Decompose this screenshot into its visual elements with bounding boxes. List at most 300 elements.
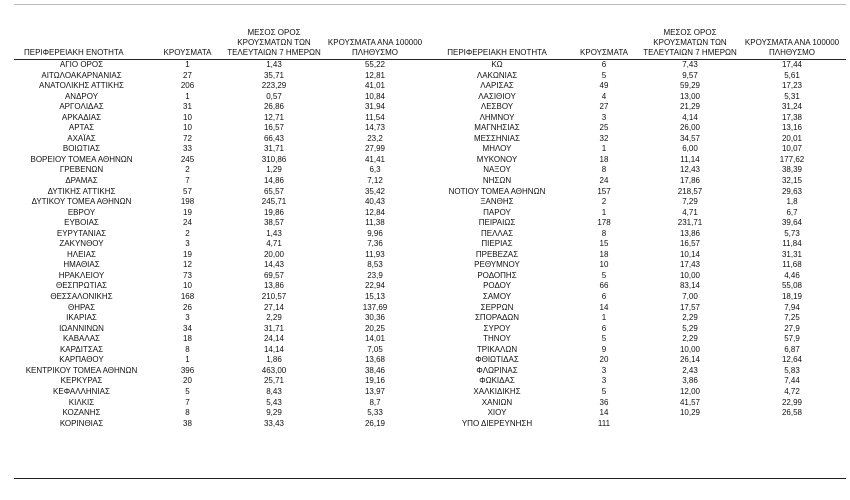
- right-avg7-cell: 17,43: [679, 260, 701, 270]
- right-per100k-cell: [738, 419, 846, 431]
- left-cases-cell: 7: [185, 397, 190, 407]
- left-avg7-cell: 5,43: [266, 397, 282, 407]
- left-cases-cell: 18: [183, 334, 192, 344]
- right-region-cell: ΛΗΜΝΟΥ: [479, 112, 515, 122]
- left-avg7-cell: 210,57: [261, 292, 287, 302]
- right-per100k-cell: 32,15: [781, 176, 803, 186]
- right-avg7-cell: 13,86: [679, 228, 701, 238]
- right-cases-cell: 5: [601, 334, 607, 344]
- right-avg7-cell: 4,14: [682, 112, 698, 122]
- left-per100k-cell: 11,38: [365, 218, 385, 228]
- left-cases-cell: 8: [185, 408, 190, 418]
- left-cases-cell: 10: [183, 112, 192, 122]
- left-avg7-cell: 35,71: [263, 70, 285, 80]
- left-avg7-cell: 14,14: [263, 344, 285, 354]
- left-per100k-cell: 8,53: [367, 260, 383, 270]
- header-region-left: ΠΕΡΙΦΕΡΕΙΑΚΗ ΕΝΟΤΗΤΑ: [14, 4, 149, 60]
- right-cases-cell: 8: [601, 228, 607, 238]
- left-cases-cell: 2: [185, 165, 190, 175]
- left-region-cell: ΚΑΡΠΑΘΟΥ: [59, 355, 104, 365]
- table-row: [14, 239, 846, 250]
- left-cases-cell: 27: [183, 70, 192, 80]
- right-cases-cell: 49: [599, 81, 609, 91]
- left-region-cell: ΚΕΦΑΛΛΗΝΙΑΣ: [53, 386, 110, 396]
- table-row: [14, 313, 846, 324]
- left-per100k-cell: 14,73: [364, 123, 386, 133]
- left-region-cell: ΑΡΤΑΣ: [68, 123, 95, 133]
- header-per100k-left: ΚΡΟΥΣΜΑΤΑ ΑΝΑ 100000 ΠΛΗΘΥΣΜΟ: [322, 4, 428, 60]
- left-per100k-cell: 137,69: [362, 302, 388, 312]
- right-avg7-cell: 2,29: [682, 334, 698, 344]
- right-avg7-cell: 10,14: [679, 249, 701, 259]
- left-cases-cell: 20: [183, 376, 192, 386]
- left-per100k-cell: 30,36: [364, 313, 386, 323]
- left-region-cell: ΑΧΑΪΑΣ: [67, 133, 96, 143]
- right-avg7-cell: 17,57: [679, 302, 701, 312]
- left-cases-cell: 3: [185, 239, 190, 249]
- left-per100k-cell: 26,19: [364, 418, 386, 428]
- left-avg7-cell: 12,71: [263, 112, 285, 122]
- left-region-cell: ΗΡΑΚΛΕΙΟΥ: [58, 270, 105, 280]
- right-per100k-cell: 31,24: [781, 102, 803, 112]
- left-per100k-cell: 27,99: [364, 144, 386, 154]
- table-row: [14, 60, 846, 71]
- right-avg7-cell: 7,43: [682, 60, 698, 69]
- right-cases-cell: 4: [601, 91, 607, 101]
- right-per100k-cell: 5,73: [784, 228, 800, 238]
- right-region-cell: ΦΘΙΩΤΙΔΑΣ: [475, 355, 519, 365]
- left-cases-cell: 5: [185, 386, 190, 396]
- left-avg7-cell: 26,86: [263, 102, 285, 112]
- left-region-cell: ΒΟΙΩΤΙΑΣ: [62, 144, 101, 154]
- left-per100k-cell: 20,25: [364, 323, 386, 333]
- right-region-cell: ΦΩΚΙΔΑΣ: [479, 376, 515, 386]
- table-row: [14, 218, 846, 229]
- left-cases-cell: 8: [185, 344, 190, 354]
- right-cases-cell: 1: [601, 144, 607, 154]
- left-avg7-cell: 65,57: [263, 186, 285, 196]
- left-cases-cell: 19: [183, 249, 192, 259]
- left-avg7-cell: 13,86: [263, 281, 285, 291]
- left-region-cell: ΕΒΡΟΥ: [67, 207, 96, 217]
- right-avg7-cell: 2,29: [682, 313, 698, 323]
- left-per100k-cell: 7,05: [367, 344, 383, 354]
- left-region-cell: ΘΕΣΠΡΩΤΙΑΣ: [56, 281, 107, 291]
- left-region-cell: ΙΩΑΝΝΙΝΩΝ: [59, 323, 104, 333]
- table-row: [14, 134, 846, 145]
- left-cases-cell: 10: [183, 123, 192, 133]
- right-cases-cell: 3: [601, 112, 607, 122]
- left-avg7-cell: 8,43: [266, 386, 282, 396]
- left-cases-cell: 38: [183, 418, 192, 428]
- right-avg7-cell: 10,00: [679, 344, 701, 354]
- left-region-cell: ΖΑΚΥΝΘΟΥ: [59, 239, 104, 249]
- right-per100k-cell: 4,46: [784, 270, 800, 280]
- right-per100k-cell: 29,63: [781, 186, 803, 196]
- header-avg7-left: ΜΕΣΟΣ ΟΡΟΣ ΚΡΟΥΣΜΑΤΩΝ ΤΩΝ ΤΕΛΕΥΤΑΙΩΝ 7 ΗΜΕΡΩΝ: [226, 4, 322, 60]
- left-per100k-cell: 10,84: [364, 91, 386, 101]
- right-region-cell: ΣΕΡΡΩΝ: [480, 302, 514, 312]
- right-per100k-cell: 6,7: [786, 207, 798, 217]
- right-region-cell: ΜΑΓΝΗΣΙΑΣ: [474, 123, 520, 133]
- left-cases-cell: 24: [183, 218, 192, 228]
- header-avg7-right: ΜΕΣΟΣ ΟΡΟΣ ΚΡΟΥΣΜΑΤΩΝ ΤΩΝ ΤΕΛΕΥΤΑΙΩΝ 7 ΗΜΕΡΩΝ: [642, 4, 738, 60]
- right-region-cell: ΣΑΜΟΥ: [482, 292, 512, 302]
- right-per100k-cell: 17,38: [781, 112, 803, 122]
- right-region-cell: ΜΕΣΣΗΝΙΑΣ: [474, 133, 520, 143]
- left-per100k-cell: 13,97: [364, 386, 386, 396]
- regional-cases-table: [14, 4, 846, 430]
- left-per100k-cell: 22,94: [364, 281, 386, 291]
- right-region-cell: ΞΑΝΘΗΣ: [480, 197, 514, 207]
- right-avg7-cell: [642, 419, 738, 431]
- table-row: [14, 345, 846, 356]
- right-cases-cell: 18: [599, 154, 609, 164]
- left-per100k-cell: 5,33: [367, 408, 383, 418]
- right-avg7-cell: 218,57: [677, 186, 703, 196]
- right-region-cell: ΡΟΔΟΥ: [483, 281, 511, 291]
- right-per100k-cell: 10,07: [781, 144, 803, 154]
- left-avg7-cell: 19,86: [263, 207, 285, 217]
- right-per100k-cell: 57,9: [784, 334, 800, 344]
- right-per100k-cell: 38,39: [781, 165, 803, 175]
- right-avg7-cell: 2,43: [682, 365, 698, 375]
- left-avg7-cell: 223,29: [261, 81, 287, 91]
- left-avg7-cell: 31,71: [263, 144, 285, 154]
- left-region-cell: ΘΕΣΣΑΛΟΝΙΚΗΣ: [50, 292, 113, 302]
- left-region-cell: ΚΑΡΔΙΤΣΑΣ: [59, 344, 104, 354]
- left-region-cell: ΓΡΕΒΕΝΩΝ: [59, 165, 104, 175]
- table-row: [14, 271, 846, 282]
- right-per100k-cell: 17,23: [781, 81, 803, 91]
- left-cases-cell: 10: [183, 281, 192, 291]
- right-region-cell: ΠΡΕΒΕΖΑΣ: [475, 249, 519, 259]
- left-cases-cell: 168: [180, 292, 195, 302]
- left-per100k-cell: 7,12: [367, 176, 383, 186]
- right-cases-cell: 36: [599, 397, 609, 407]
- right-avg7-cell: 3,86: [682, 376, 698, 386]
- left-avg7-cell: 27,14: [263, 302, 285, 312]
- left-cases-cell: 7: [185, 176, 190, 186]
- table-row: [14, 155, 846, 166]
- right-region-cell: ΡΕΘΥΜΝΟΥ: [474, 260, 520, 270]
- table-body: [14, 60, 846, 431]
- right-cases-cell: 2: [601, 197, 607, 207]
- header-cases-right: ΚΡΟΥΣΜΑΤΑ: [566, 4, 642, 60]
- left-avg7-cell: 16,57: [263, 123, 285, 133]
- left-avg7-cell: 24,14: [263, 334, 285, 344]
- bottom-rule: [14, 478, 846, 479]
- left-region-cell: ΚΑΒΑΛΑΣ: [63, 334, 100, 344]
- right-region-cell: ΛΕΣΒΟΥ: [480, 102, 514, 112]
- table-row: [14, 81, 846, 92]
- right-region-cell: ΛΑΡΙΣΑΣ: [480, 81, 514, 91]
- right-per100k-cell: 26,58: [781, 408, 803, 418]
- right-cases-cell: 14: [599, 408, 609, 418]
- left-avg7-cell: 31,71: [263, 323, 285, 333]
- right-per100k-cell: 22,99: [781, 397, 803, 407]
- right-avg7-cell: 13,00: [679, 91, 701, 101]
- left-avg7-cell: 25,71: [263, 376, 285, 386]
- table-row: [14, 324, 846, 335]
- header-per100k-right: ΚΡΟΥΣΜΑΤΑ ΑΝΑ 100000 ΠΛΗΘΥΣΜΟ: [738, 4, 846, 60]
- right-avg7-cell: 41,57: [679, 397, 701, 407]
- left-cases-cell: 57: [183, 186, 192, 196]
- table-row: [14, 92, 846, 103]
- right-avg7-cell: 12,00: [679, 386, 701, 396]
- right-region-cell: ΠΑΡΟΥ: [483, 207, 511, 217]
- right-per100k-cell: 20,01: [781, 133, 803, 143]
- right-per100k-cell: 18,19: [781, 292, 803, 302]
- right-region-cell: ΧΑΛΚΙΔΙΚΗΣ: [473, 386, 521, 396]
- right-avg7-cell: 17,86: [679, 176, 701, 186]
- right-cases-cell: 5: [601, 386, 607, 396]
- left-region-cell: ΚΙΛΚΙΣ: [68, 397, 95, 407]
- left-region-cell: ΗΜΑΘΙΑΣ: [63, 260, 100, 270]
- table-row: [14, 408, 846, 419]
- left-region-cell: ΑΝΔΡΟΥ: [64, 91, 99, 101]
- right-avg7-cell: 16,57: [679, 239, 701, 249]
- right-cases-cell: 6: [601, 292, 607, 302]
- right-per100k-cell: 12,64: [781, 355, 803, 365]
- right-per100k-cell: 11,84: [782, 239, 802, 249]
- right-avg7-cell: 26,14: [679, 355, 701, 365]
- table-row: [14, 71, 846, 82]
- left-avg7-cell: 1,43: [266, 60, 282, 69]
- table-row: [14, 387, 846, 398]
- right-cases-cell: 15: [599, 239, 609, 249]
- left-cases-cell: 19: [183, 207, 192, 217]
- right-region-cell: ΣΥΡΟΥ: [483, 323, 511, 333]
- right-per100k-cell: 5,83: [784, 365, 800, 375]
- right-region-cell: ΧΑΝΙΩΝ: [481, 397, 513, 407]
- right-cases-cell: 18: [599, 249, 609, 259]
- left-per100k-cell: 19,16: [364, 376, 386, 386]
- table-row: [14, 292, 846, 303]
- right-cases-cell: 66: [599, 281, 609, 291]
- table-row: [14, 376, 846, 387]
- right-cases-cell: 178: [597, 218, 611, 228]
- left-avg7-cell: 14,43: [263, 260, 285, 270]
- left-per100k-cell: 15,13: [364, 292, 386, 302]
- table-row: [14, 229, 846, 240]
- right-avg7-cell: 10,00: [679, 270, 701, 280]
- right-region-cell: ΛΑΚΩΝΙΑΣ: [476, 70, 518, 80]
- right-cases-cell: 14: [599, 302, 609, 312]
- left-per100k-cell: 6,3: [369, 165, 381, 175]
- right-cases-cell: 111: [597, 418, 611, 428]
- left-per100k-cell: 14,01: [364, 334, 386, 344]
- table-row: [14, 113, 846, 124]
- left-cases-cell: 1: [185, 91, 190, 101]
- left-region-cell: ΑΝΑΤΟΛΙΚΗΣ ΑΤΤΙΚΗΣ: [39, 81, 124, 91]
- cases-table-sheet: [14, 4, 846, 430]
- left-cases-cell: 2: [185, 228, 190, 238]
- right-cases-cell: 20: [599, 355, 609, 365]
- right-region-cell: ΠΕΙΡΑΙΩΣ: [478, 218, 516, 228]
- left-per100k-cell: 38,46: [364, 365, 386, 375]
- left-cases-cell: 26: [183, 302, 192, 312]
- table-row: [14, 165, 846, 176]
- right-avg7-cell: 83,14: [679, 281, 701, 291]
- right-cases-cell: 1: [601, 313, 607, 323]
- left-avg7-cell: 9,29: [266, 408, 282, 418]
- left-avg7-cell: 2,29: [266, 313, 282, 323]
- left-avg7-cell: 20,00: [263, 249, 285, 259]
- left-per100k-cell: 8,7: [369, 397, 381, 407]
- table-row: [14, 123, 846, 134]
- right-cases-cell: 32: [599, 133, 609, 143]
- right-avg7-cell: 10,29: [679, 408, 701, 418]
- table-row: [14, 187, 846, 198]
- left-avg7-cell: 245,71: [261, 197, 287, 207]
- left-per100k-cell: 41,01: [364, 81, 386, 91]
- left-region-cell: ΘΗΡΑΣ: [67, 302, 96, 312]
- right-per100k-cell: 1,8: [786, 197, 798, 207]
- left-region-cell: ΔΥΤΙΚΗΣ ΑΤΤΙΚΗΣ: [47, 186, 116, 196]
- left-per100k-cell: 40,43: [364, 197, 386, 207]
- right-cases-cell: 5: [601, 270, 607, 280]
- right-region-cell: ΠΕΛΛΑΣ: [480, 228, 514, 238]
- table-row: [14, 334, 846, 345]
- table-row: [14, 260, 846, 271]
- left-region-cell: ΕΥΒΟΙΑΣ: [64, 218, 99, 228]
- left-per100k-cell: 55,22: [364, 60, 386, 69]
- left-avg7-cell: 310,86: [261, 154, 287, 164]
- right-cases-cell: 24: [599, 176, 609, 186]
- table-row: [14, 303, 846, 314]
- right-region-cell: ΥΠΟ ΔΙΕΡΕΥΝΗΣΗ: [461, 418, 533, 428]
- left-per100k-cell: 23,9: [367, 270, 383, 280]
- left-region-cell: ΚΕΝΤΡΙΚΟΥ ΤΟΜΕΑ ΑΘΗΝΩΝ: [25, 365, 138, 375]
- left-cases-cell: 34: [183, 323, 192, 333]
- left-per100k-cell: 23,2: [367, 133, 383, 143]
- right-avg7-cell: 7,00: [682, 292, 698, 302]
- right-per100k-cell: 6,87: [784, 344, 800, 354]
- left-per100k-cell: 11,93: [365, 249, 385, 259]
- left-avg7-cell: 1,86: [266, 355, 282, 365]
- left-cases-cell: 198: [180, 197, 195, 207]
- left-avg7-cell: 38,57: [263, 218, 285, 228]
- right-per100k-cell: 5,31: [784, 91, 800, 101]
- left-per100k-cell: 13,68: [364, 355, 386, 365]
- left-region-cell: ΑΡΚΑΔΙΑΣ: [61, 112, 102, 122]
- right-avg7-cell: 59,29: [679, 81, 701, 91]
- left-per100k-cell: 9,96: [367, 228, 383, 238]
- left-cases-cell: 31: [183, 102, 192, 112]
- right-per100k-cell: 7,94: [784, 302, 800, 312]
- right-cases-cell: 1: [601, 207, 607, 217]
- header-region-right: ΠΕΡΙΦΕΡΕΙΑΚΗ ΕΝΟΤΗΤΑ: [428, 4, 566, 60]
- left-cases-cell: 396: [180, 365, 195, 375]
- right-per100k-cell: 7,25: [784, 313, 800, 323]
- right-cases-cell: 9: [601, 344, 607, 354]
- left-region-cell: ΔΡΑΜΑΣ: [65, 176, 98, 186]
- left-region-cell: ΒΟΡΕΙΟΥ ΤΟΜΕΑ ΑΘΗΝΩΝ: [30, 154, 133, 164]
- right-per100k-cell: 11,68: [782, 260, 802, 270]
- right-per100k-cell: 39,64: [781, 218, 803, 228]
- left-cases-cell: 206: [180, 81, 195, 91]
- left-cases-cell: 3: [185, 313, 190, 323]
- left-region-cell: ΑΓΙΟ ΟΡΟΣ: [59, 60, 104, 69]
- left-cases-cell: 245: [180, 154, 195, 164]
- right-avg7-cell: 231,71: [677, 218, 703, 228]
- left-avg7-cell: 14,86: [263, 176, 285, 186]
- right-per100k-cell: 5,61: [784, 70, 800, 80]
- left-region-cell: ΑΡΓΟΛΙΔΑΣ: [59, 102, 104, 112]
- left-avg7-cell: 1,29: [266, 165, 282, 175]
- left-per100k-cell: 12,84: [364, 207, 386, 217]
- left-avg7-cell: 4,71: [266, 239, 282, 249]
- right-region-cell: ΤΡΙΚΑΛΩΝ: [476, 344, 518, 354]
- right-cases-cell: 8: [601, 165, 607, 175]
- right-avg7-cell: 34,57: [679, 133, 701, 143]
- table-row: [14, 281, 846, 292]
- left-avg7-cell: 463,00: [261, 365, 287, 375]
- right-per100k-cell: 4,72: [784, 386, 800, 396]
- right-region-cell: ΡΟΔΟΠΗΣ: [477, 270, 517, 280]
- table-row: [14, 197, 846, 208]
- right-region-cell: ΧΙΟΥ: [487, 408, 507, 418]
- left-avg7-cell: 33,43: [263, 418, 285, 428]
- table-row: [14, 102, 846, 113]
- right-cases-cell: 5: [601, 70, 607, 80]
- left-avg7-cell: 69,57: [263, 270, 285, 280]
- right-region-cell: ΝΟΤΙΟΥ ΤΟΜΕΑ ΑΘΗΝΩΝ: [448, 186, 546, 196]
- right-per100k-cell: 31,31: [781, 249, 803, 259]
- right-region-cell: ΤΗΝΟΥ: [483, 334, 511, 344]
- left-cases-cell: 1: [185, 355, 190, 365]
- right-avg7-cell: 21,29: [679, 102, 701, 112]
- right-cases-cell: 25: [599, 123, 609, 133]
- table-row: [14, 144, 846, 155]
- header-row: [14, 4, 846, 60]
- table-row: [14, 366, 846, 377]
- table-row: [14, 250, 846, 261]
- right-region-cell: ΠΙΕΡΙΑΣ: [481, 239, 513, 249]
- header-cases-left: ΚΡΟΥΣΜΑΤΑ: [149, 4, 226, 60]
- right-avg7-cell: 5,29: [682, 323, 698, 333]
- left-per100k-cell: 35,42: [364, 186, 386, 196]
- table-row: [14, 419, 846, 431]
- right-region-cell: ΦΛΩΡΙΝΑΣ: [476, 365, 518, 375]
- left-cases-cell: 12: [183, 260, 192, 270]
- right-region-cell: ΚΩ: [491, 60, 503, 69]
- right-avg7-cell: 4,71: [682, 207, 698, 217]
- right-cases-cell: 3: [601, 365, 607, 375]
- left-region-cell: ΗΛΕΙΑΣ: [67, 249, 96, 259]
- table-row: [14, 208, 846, 219]
- left-region-cell: ΑΙΤΩΛΟΑΚΑΡΝΑΝΙΑΣ: [41, 70, 122, 80]
- left-cases-cell: 72: [183, 133, 192, 143]
- right-avg7-cell: 12,43: [679, 165, 701, 175]
- left-region-cell: ΕΥΡΥΤΑΝΙΑΣ: [56, 228, 107, 238]
- right-per100k-cell: 55,08: [781, 281, 803, 291]
- right-per100k-cell: 7,44: [784, 376, 800, 386]
- right-per100k-cell: 13,16: [781, 123, 803, 133]
- left-avg7-cell: 1,43: [266, 228, 282, 238]
- right-per100k-cell: 17,44: [781, 60, 803, 69]
- left-per100k-cell: 11,54: [365, 112, 385, 122]
- right-region-cell: ΣΠΟΡΑΔΩΝ: [474, 313, 520, 323]
- right-region-cell: ΝΑΞΟΥ: [483, 165, 511, 175]
- left-region-cell: ΙΚΑΡΙΑΣ: [66, 313, 97, 323]
- left-region-cell: ΚΟΖΑΝΗΣ: [62, 408, 101, 418]
- left-region-cell: ΚΕΡΚΥΡΑΣ: [60, 376, 103, 386]
- table-row: [14, 176, 846, 187]
- right-avg7-cell: 9,57: [682, 70, 698, 80]
- left-per100k-cell: 31,94: [364, 102, 386, 112]
